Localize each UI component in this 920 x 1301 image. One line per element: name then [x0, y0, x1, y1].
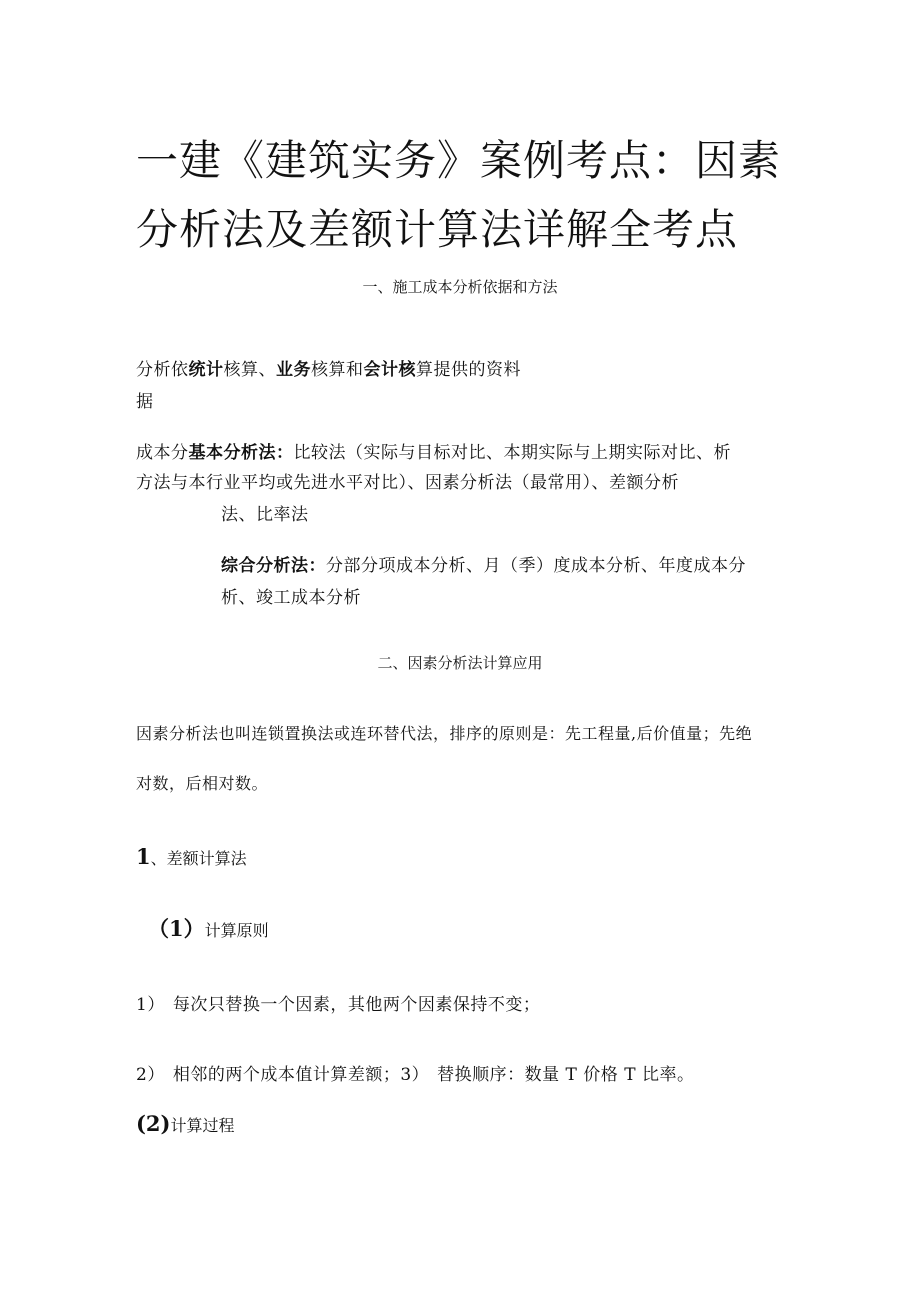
- item-1-label: 、差额计算法: [150, 849, 247, 868]
- rule-2-3: [136, 1060, 694, 1085]
- rule-2-number: 2）: [136, 1065, 165, 1085]
- item-1-number: 1: [136, 844, 151, 869]
- basis-bold-business: 业务: [276, 360, 311, 380]
- basis-line-2: 据: [136, 392, 154, 412]
- sub-1-number: （1）: [148, 916, 205, 941]
- factor-intro-line-2: 对数，后相对数。: [136, 774, 269, 793]
- section-2-heading: 二、因素分析法计算应用: [377, 654, 543, 672]
- basis-mid-2: 核算和: [311, 360, 364, 380]
- sub-2-heading: [136, 1111, 235, 1136]
- comprehensive-methods-line-2: 析、竣工成本分析: [221, 588, 361, 608]
- section-1-heading: 一、施工成本分析依据和方法: [362, 278, 558, 296]
- sub-2-number: (2): [136, 1111, 171, 1136]
- comprehensive-methods-label: 综合分析法：: [221, 556, 326, 576]
- factor-intro-line-1: 因素分析法也叫连锁置换法或连环替代法，排序的原则是：先工程量,后价值量；先绝: [136, 724, 753, 743]
- basic-methods-label: 基本分析法：: [188, 443, 294, 463]
- rule-1: [136, 990, 540, 1015]
- comprehensive-methods-line-1: [221, 551, 746, 576]
- basic-methods-line-3: 法、比率法: [221, 505, 309, 525]
- basic-methods-rest: 比较法（实际与目标对比、本期实际与上期实际对比、析: [293, 443, 731, 463]
- basic-methods-line-2: 方法与本行业平均或先进水平对比）、因素分析法（最常用）、差额分析: [136, 473, 679, 493]
- sub-2-label: 计算过程: [170, 1116, 235, 1135]
- basis-mid-1: 核算、: [223, 360, 276, 380]
- basis-bold-accounting: 会计核: [363, 360, 416, 380]
- rule-1-text: 每次只替换一个因素，其他两个因素保持不变；: [172, 995, 541, 1015]
- comprehensive-methods-rest: 分部分项成本分析、月（季）度成本分析、年度成本分: [326, 556, 746, 576]
- rule-1-number: 1）: [136, 995, 165, 1015]
- basis-bold-statistics: 统计: [188, 360, 224, 380]
- title-line-2: 分析法及差额计算法详解全考点: [136, 205, 739, 254]
- basis-prefix: 分析依: [136, 360, 189, 380]
- sub-1-heading: [148, 913, 269, 943]
- rule-3-number: 3）: [400, 1065, 430, 1085]
- rule-3-text: 替换顺序：数量 T 价格 T 比率。: [437, 1065, 695, 1085]
- item-1-heading: [136, 844, 247, 869]
- basic-methods-line-1: [136, 438, 731, 463]
- basic-methods-prefix: 成本分: [136, 443, 189, 463]
- sub-1-label: 计算原则: [204, 921, 269, 940]
- title-line-1: 一建《建筑实务》案例考点：因素: [136, 136, 782, 185]
- basis-line-1: [136, 355, 521, 380]
- basis-suffix: 算提供的资料: [416, 360, 521, 380]
- rule-2-text: 相邻的两个成本值计算差额；: [172, 1065, 401, 1085]
